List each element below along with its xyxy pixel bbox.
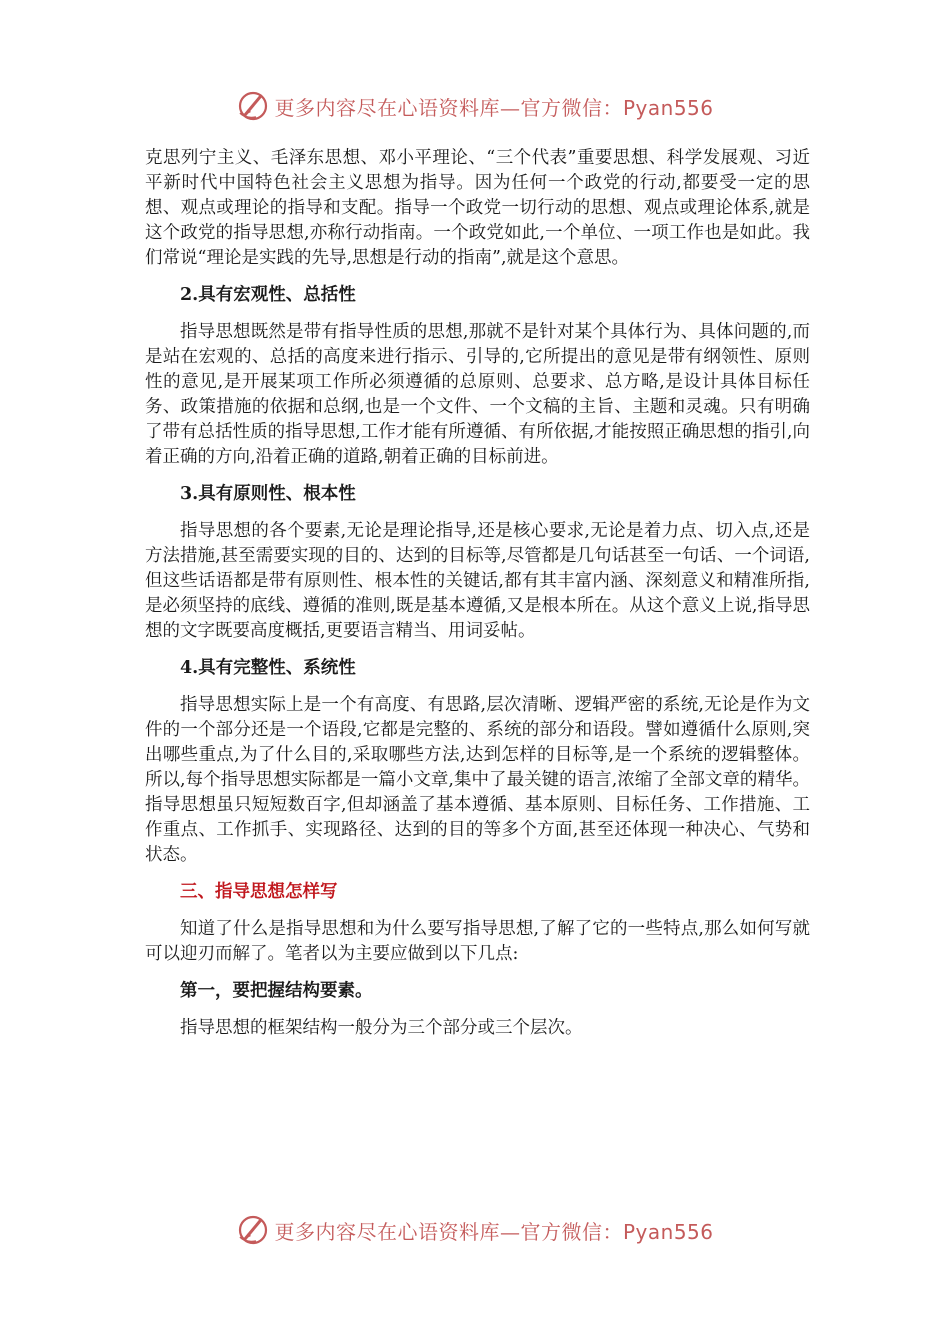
- paragraph-2: 指导思想既然是带有指导性质的思想,那就不是针对某个具体行为、具体问题的,而是站在宏观的、总括的高度来进行指示、引导的,它所提出的意见是带有纲领性、原则性的意见,是开展某项工作所必须遵循的总原则、总要求、总方略,是设计具体目标任务、政策措施的依据和总纲,也是一个文件、一个文稿的主旨、主题和灵魂。只有明确了带有总括性质的指导思想,工作才能有所遵循、有所依据,才能按照正确思想的指引,向着正确的方向,沿着正确的道路,朝着正确的目标前进。: [145, 322, 810, 467]
- section-heading-3: 三、指导思想怎样写: [180, 882, 338, 902]
- paragraph-6: 指导思想的框架结构一般分为三个部分或三个层次。: [180, 1018, 583, 1038]
- point-heading-1: 第一，要把握结构要素。: [180, 981, 373, 1001]
- subheading-4: 4.具有完整性、系统性: [180, 658, 356, 678]
- header-banner: [0, 86, 950, 126]
- header-text: [274, 92, 713, 121]
- footer-text: [274, 1216, 713, 1245]
- subheading-3: 3.具有原则性、根本性: [180, 484, 356, 504]
- pen-logo-icon: [236, 89, 270, 123]
- header-label: 更多内容尽在心语资料库—官方微信：: [274, 95, 623, 120]
- paragraph-5: 知道了什么是指导思想和为什么要写指导思想,了解了它的一些特点,那么如何写就可以迎刃而解了。笔者以为主要应做到以下几点:: [145, 919, 810, 964]
- pen-logo-icon: [236, 1213, 270, 1247]
- footer-label: 更多内容尽在心语资料库—官方微信：: [274, 1219, 623, 1244]
- document-body: [145, 146, 810, 1053]
- paragraph-3: 指导思想的各个要素,无论是理论指导,还是核心要求,无论是着力点、切入点,还是方法措施,甚至需要实现的目的、达到的目标等,尽管都是几句话甚至一句话、一个词语,但这些话语都是带有原则性、根本性的关键话,都有其丰富内涵、深刻意义和精准所指,是必须坚持的底线、遵循的准则,既是基本遵循,又是根本所在。从这个意义上说,指导思想的文字既要高度概括,更要语言精当、用词妥帖。: [145, 521, 810, 641]
- footer-banner: [0, 1210, 950, 1250]
- footer-wechat-id: Pyan556: [622, 1219, 714, 1244]
- header-wechat-id: Pyan556: [622, 95, 714, 120]
- paragraph-intro: 克思列宁主义、毛泽东思想、邓小平理论、“三个代表”重要思想、科学发展观、习近平新时代中国特色社会主义思想为指导。因为任何一个政党的行动,都要受一定的思想、观点或理论的指导和支配。指导一个政党一切行动的思想、观点或理论体系,就是这个政党的指导思想,亦称行动指南。一个政党如此,一个单位、一项工作也是如此。我们常说“理论是实践的先导,思想是行动的指南”,就是这个意思。: [145, 148, 810, 268]
- subheading-2: 2.具有宏观性、总括性: [180, 285, 356, 305]
- paragraph-4: 指导思想实际上是一个有高度、有思路,层次清晰、逻辑严密的系统,无论是作为文件的一个部分还是一个语段,它都是完整的、系统的部分和语段。譬如遵循什么原则,突出哪些重点,为了什么目的,采取哪些方法,达到怎样的目标等,是一个系统的逻辑整体。所以,每个指导思想实际都是一篇小文章,集中了最关键的语言,浓缩了全部文章的精华。指导思想虽只短短数百字,但却涵盖了基本遵循、基本原则、目标任务、工作措施、工作重点、工作抓手、实现路径、达到的目的等多个方面,甚至还体现一种决心、气势和状态。: [145, 695, 810, 865]
